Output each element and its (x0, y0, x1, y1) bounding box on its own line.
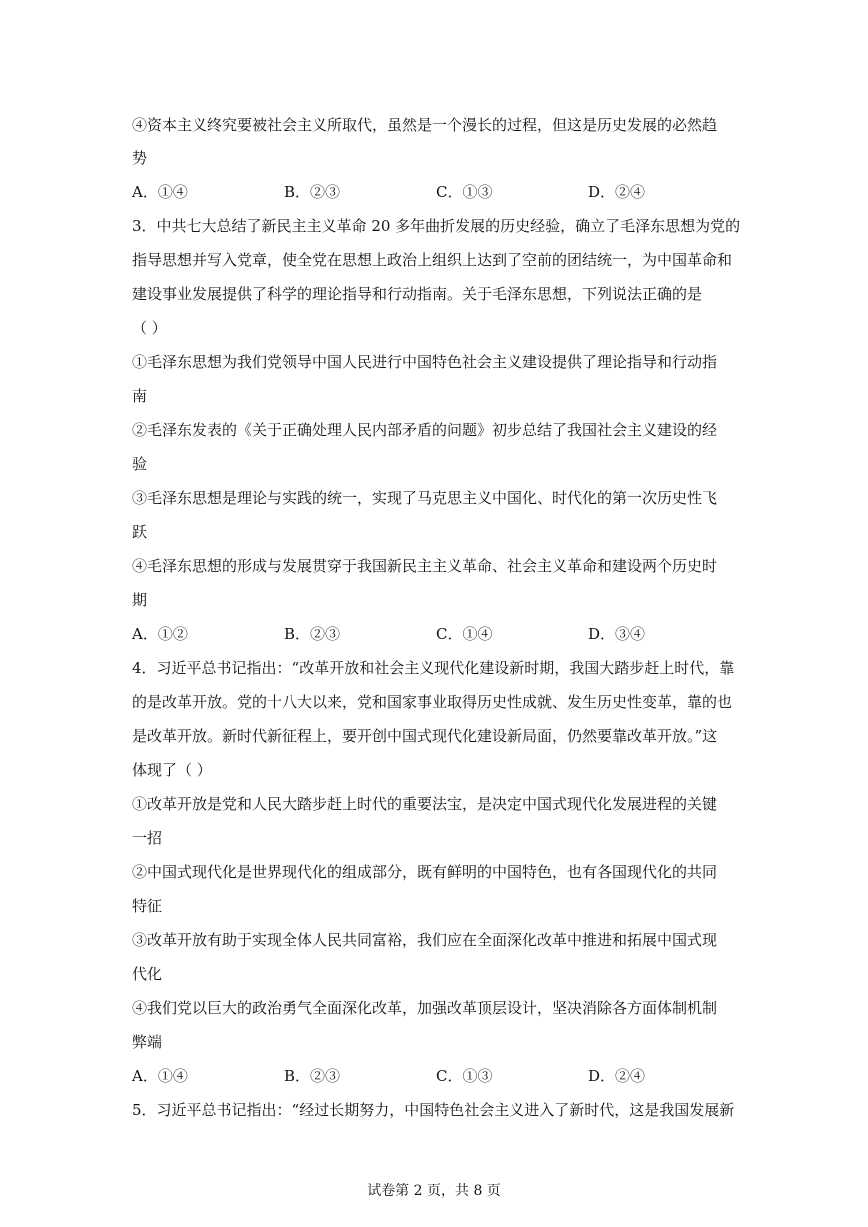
q4-statement-1-line-2: 一招 (132, 829, 163, 847)
q4-statement-4-line-1: ④我们党以巨大的政治勇气全面深化改革，加强改革顶层设计，坚决消除各方面体制机制 (132, 999, 718, 1017)
q2-option-a: A．①④ (132, 183, 188, 201)
q4-statement-1-line-1: ①改革开放是党和人民大踏步赶上时代的重要法宝，是决定中国式现代化发展进程的关键 (132, 795, 718, 813)
q4-statement-2-line-1: ②中国式现代化是世界现代化的组成部分，既有鲜明的中国特色，也有各国现代化的共同 (132, 863, 718, 881)
q4-stem-line-4: 体现了（ ） (132, 761, 212, 779)
q3-option-b: B．②③ (284, 625, 341, 643)
q2-option-b: B．②③ (284, 183, 341, 201)
q2-statement-4-line-1: ④资本主义终究要被社会主义所取代，虽然是一个漫长的过程，但这是历史发展的必然趋 (132, 116, 718, 134)
q3-statement-4-line-1: ④毛泽东思想的形成与发展贯穿于我国新民主主义革命、社会主义革命和建设两个历史时 (132, 557, 718, 575)
q2-option-c: C．①③ (436, 183, 493, 201)
q2-options (132, 182, 752, 202)
q3-statement-4-line-2: 期 (132, 591, 148, 609)
q3-statement-1-line-1: ①毛泽东思想为我们党领导中国人民进行中国特色社会主义建设提供了理论指导和行动指 (132, 353, 718, 371)
q2-option-d: D．②④ (588, 183, 646, 201)
q4-stem-line-2: 的是改革开放。党的十八大以来，党和国家事业取得历史性成就、发生历史性变革，靠的也 (132, 693, 733, 711)
q5-stem-line-1: 5．习近平总书记指出：“经过长期努力，中国特色社会主义进入了新时代，这是我国发展新 (132, 1101, 735, 1119)
q4-option-b: B．②③ (284, 1067, 341, 1085)
q3-stem-line-3: 建设事业发展提供了科学的理论指导和行动指南。关于毛泽东思想，下列说法正确的是 (132, 285, 703, 303)
q2-statement-4-line-2: 势 (132, 149, 148, 167)
q3-statement-3-line-1: ③毛泽东思想是理论与实践的统一，实现了马克思主义中国化、时代化的第一次历史性飞 (132, 489, 718, 507)
q4-statement-3-line-2: 代化 (132, 965, 163, 983)
q4-stem-line-3: 是改革开放。新时代新征程上，要开创中国式现代化建设新局面，仍然要靠改革开放。”这 (132, 727, 718, 745)
q3-answer-blank: （ ） (132, 319, 167, 337)
q3-option-d: D．③④ (588, 625, 646, 643)
q4-option-a: A．①④ (132, 1067, 188, 1085)
q3-stem-line-2: 指导思想并写入党章，使全党在思想上政治上组织上达到了空前的团结统一，为中国革命和 (132, 251, 733, 269)
q4-stem-line-1: 4．习近平总书记指出：“改革开放和社会主义现代化建设新时期，我国大踏步赶上时代，靠 (132, 659, 735, 677)
q4-option-c: C．①③ (436, 1067, 493, 1085)
q3-statement-1-line-2: 南 (132, 387, 148, 405)
q3-statement-2-line-2: 验 (132, 455, 148, 473)
q3-option-c: C．①④ (436, 625, 493, 643)
q3-statement-3-line-2: 跃 (132, 523, 148, 541)
q4-statement-3-line-1: ③改革开放有助于实现全体人民共同富裕，我们应在全面深化改革中推进和拓展中国式现 (132, 931, 718, 949)
q3-option-a: A．①② (132, 625, 188, 643)
page-footer: 试卷第 2 页，共 8 页 (367, 1183, 501, 1199)
q3-stem-line-1: 3．中共七大总结了新民主主义革命 20 多年曲折发展的历史经验，确立了毛泽东思想为党的 (132, 217, 741, 235)
q4-statement-4-line-2: 弊端 (132, 1033, 163, 1051)
q3-options (132, 624, 752, 644)
q4-option-d: D．②④ (588, 1067, 646, 1085)
q4-statement-2-line-2: 特征 (132, 897, 163, 915)
q3-statement-2-line-1: ②毛泽东发表的《关于正确处理人民内部矛盾的问题》初步总结了我国社会主义建设的经 (132, 421, 718, 439)
q4-options (132, 1066, 752, 1086)
